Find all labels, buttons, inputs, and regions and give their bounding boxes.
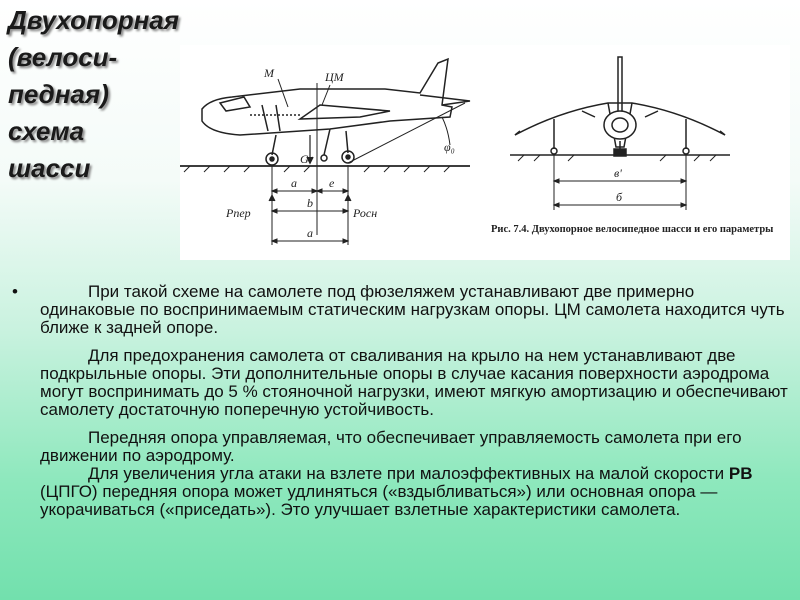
label-v-prime: в': [614, 166, 622, 180]
label-a-long: а: [307, 226, 313, 240]
label-e: е: [329, 176, 335, 190]
bullet-marker: •: [12, 282, 18, 301]
paragraph-4-bold: РВ: [728, 464, 753, 483]
front-view-aircraft: [515, 57, 725, 156]
label-phi0: φ₀: [444, 140, 455, 154]
label-cm: ЦМ: [325, 70, 344, 84]
label-m: М: [264, 66, 274, 80]
title-line-1: Двухопорная: [8, 5, 180, 35]
label-a-small: а: [291, 176, 297, 190]
label-p-front: Рпер: [226, 206, 251, 220]
paragraph-4-end: (ЦПГО) передняя опора может удлиняться («вздыбливаться») или основная опора — укорачиваться («приседать»). Это улучшает взлетные характеристики самолета.: [40, 482, 718, 519]
paragraph-4: [40, 465, 790, 519]
slide-body: [10, 283, 790, 519]
paragraph-3: Передняя опора управляемая, что обеспечивает управляемость самолета при его движении по аэродрому.: [40, 428, 742, 465]
label-b: b: [307, 196, 313, 210]
label-p-main: Росн: [353, 206, 378, 220]
paragraph-1: При такой схеме на самолете под фюзеляжем устанавливают две примерно одинаковые по воспринимаемым статическим нагрузкам опоры. ЦМ самолета находится чуть ближе к задней опоре.: [40, 282, 785, 337]
label-v: б: [616, 190, 623, 204]
paragraph-4-start: Для увеличения угла атаки на взлете при малоэффективных на малой скорости: [88, 464, 729, 483]
title-line-2: (велоси-: [8, 42, 118, 72]
landing-gear-figure: [180, 45, 790, 260]
title-line-4: схема: [8, 116, 85, 146]
label-g: G: [300, 152, 309, 166]
title-line-5: шасси: [8, 153, 91, 183]
paragraph-2: Для предохранения самолета от сваливания на крыло на нем устанавливают две подкрыльные опоры. Эти дополнительные опоры в случае касания поверхности аэродрома могут воспринимать до 5 % стояночной нагрузки, имеют мягкую амортизацию и обеспечивают самолету достаточную поперечную устойчивость.: [40, 346, 788, 419]
figure-caption: Рис. 7.4. Двухопорное велосипедное шасси и его параметры: [491, 224, 774, 235]
title-line-3: педная): [8, 79, 109, 109]
